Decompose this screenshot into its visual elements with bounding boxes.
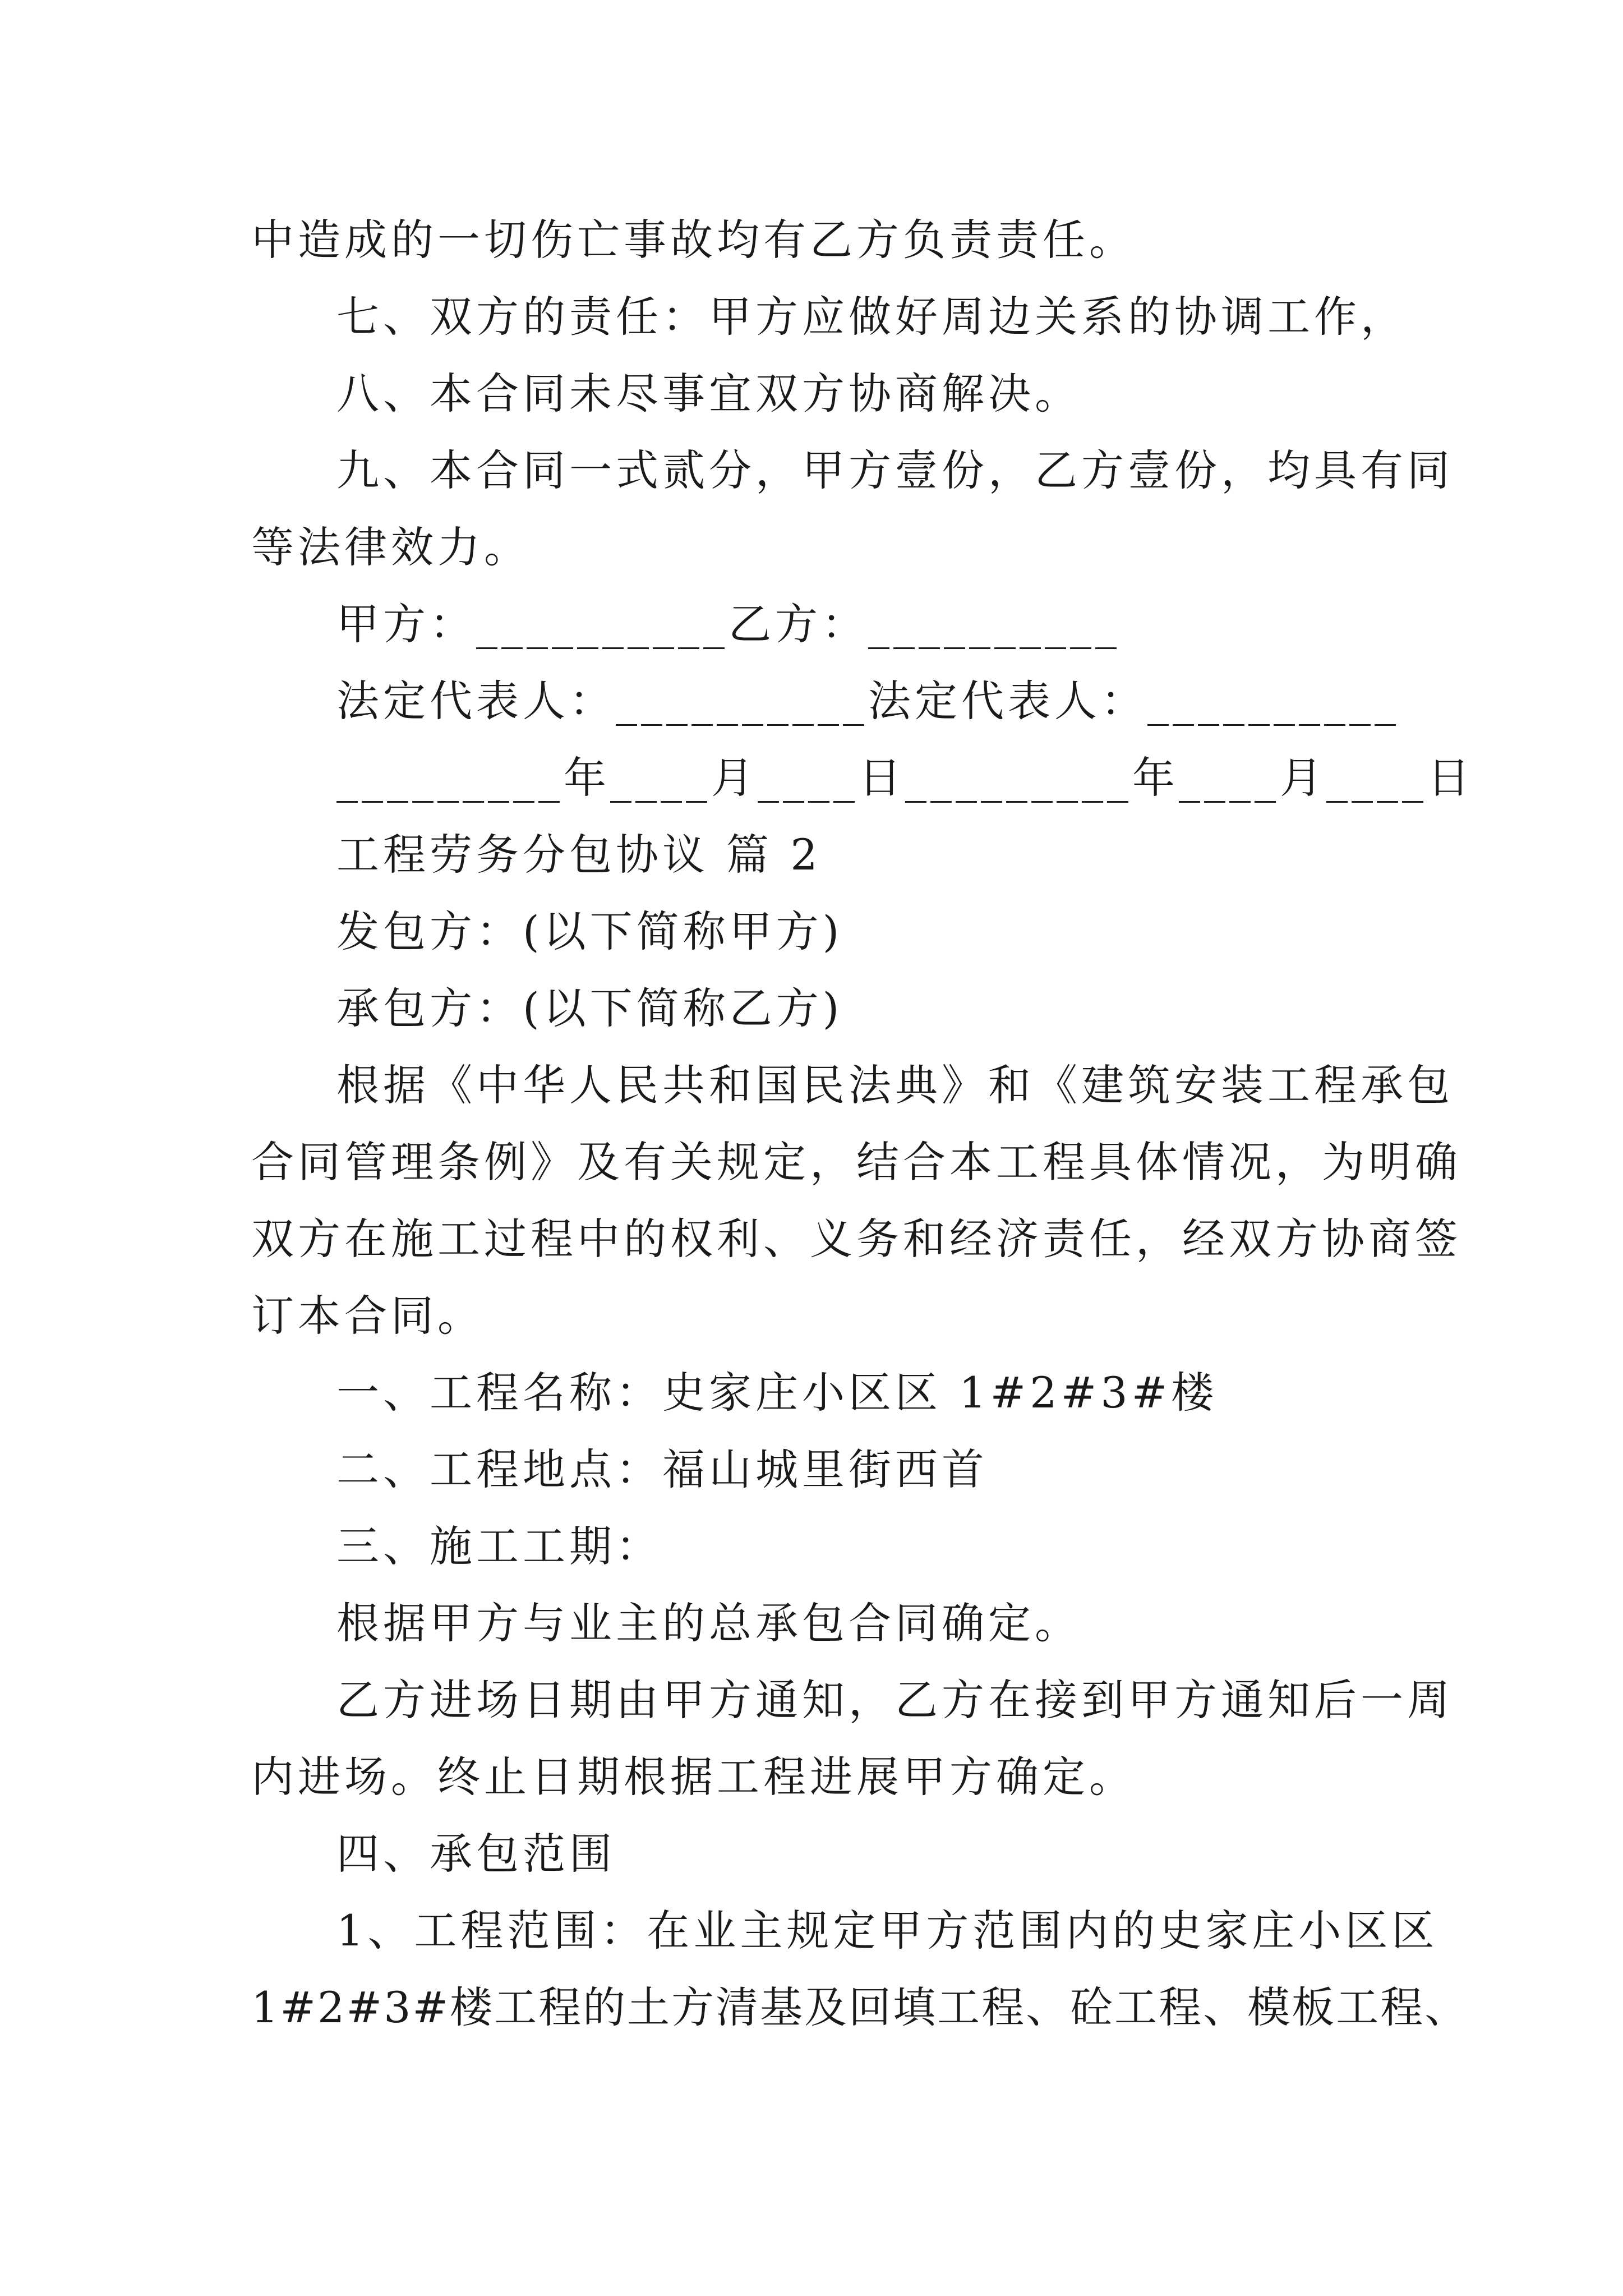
paragraph-line: 1#2#3#楼工程的土方清基及回填工程、砼工程、模板工程、 xyxy=(251,1982,1469,2032)
paragraph-line: 根据《中华人民共和国民法典》和《建筑安装工程承包 xyxy=(336,1060,1454,1110)
paragraph-line: 三、施工工期： xyxy=(336,1521,662,1571)
paragraph-line: 订本合同。 xyxy=(251,1291,484,1341)
paragraph-line: 四、承包范围 xyxy=(336,1829,616,1879)
paragraph-line: 二、工程地点：福山城里街西首 xyxy=(336,1444,988,1494)
paragraph-line: 八、本合同未尽事宜双方协商解决。 xyxy=(336,369,1081,418)
section-heading: 工程劳务分包协议 篇 2 xyxy=(336,830,822,880)
signature-line: 甲方：__________乙方：__________ xyxy=(336,599,1121,649)
paragraph-line: 一、工程名称：史家庄小区区 1#2#3#楼 xyxy=(336,1368,1218,1418)
paragraph-line: 根据甲方与业主的总承包合同确定。 xyxy=(336,1598,1081,1648)
date-line: _________年____月____日_________年____月____日 xyxy=(336,753,1474,803)
signature-line: 法定代表人：__________法定代表人：__________ xyxy=(336,676,1400,726)
paragraph-line: 1、工程范围：在业主规定甲方范围内的史家庄小区区 xyxy=(336,1906,1438,1955)
paragraph-line: 等法律效力。 xyxy=(251,522,531,572)
paragraph-line: 九、本合同一式贰分，甲方壹份，乙方壹份，均具有同 xyxy=(336,445,1454,495)
paragraph-line: 双方在施工过程中的权利、义务和经济责任，经双方协商签 xyxy=(251,1214,1461,1264)
paragraph-line: 发包方：(以下简称甲方) xyxy=(336,907,843,956)
paragraph-line: 乙方进场日期由甲方通知，乙方在接到甲方通知后一周 xyxy=(336,1675,1454,1725)
paragraph-line: 七、双方的责任：甲方应做好周边关系的协调工作， xyxy=(336,292,1407,342)
paragraph-line: 内进场。终止日期根据工程进展甲方确定。 xyxy=(251,1752,1136,1802)
paragraph-line: 合同管理条例》及有关规定，结合本工程具体情况，为明确 xyxy=(251,1137,1461,1187)
paragraph-line: 中造成的一切伤亡事故均有乙方负责责任。 xyxy=(251,215,1136,265)
paragraph-line: 承包方：(以下简称乙方) xyxy=(336,983,843,1033)
